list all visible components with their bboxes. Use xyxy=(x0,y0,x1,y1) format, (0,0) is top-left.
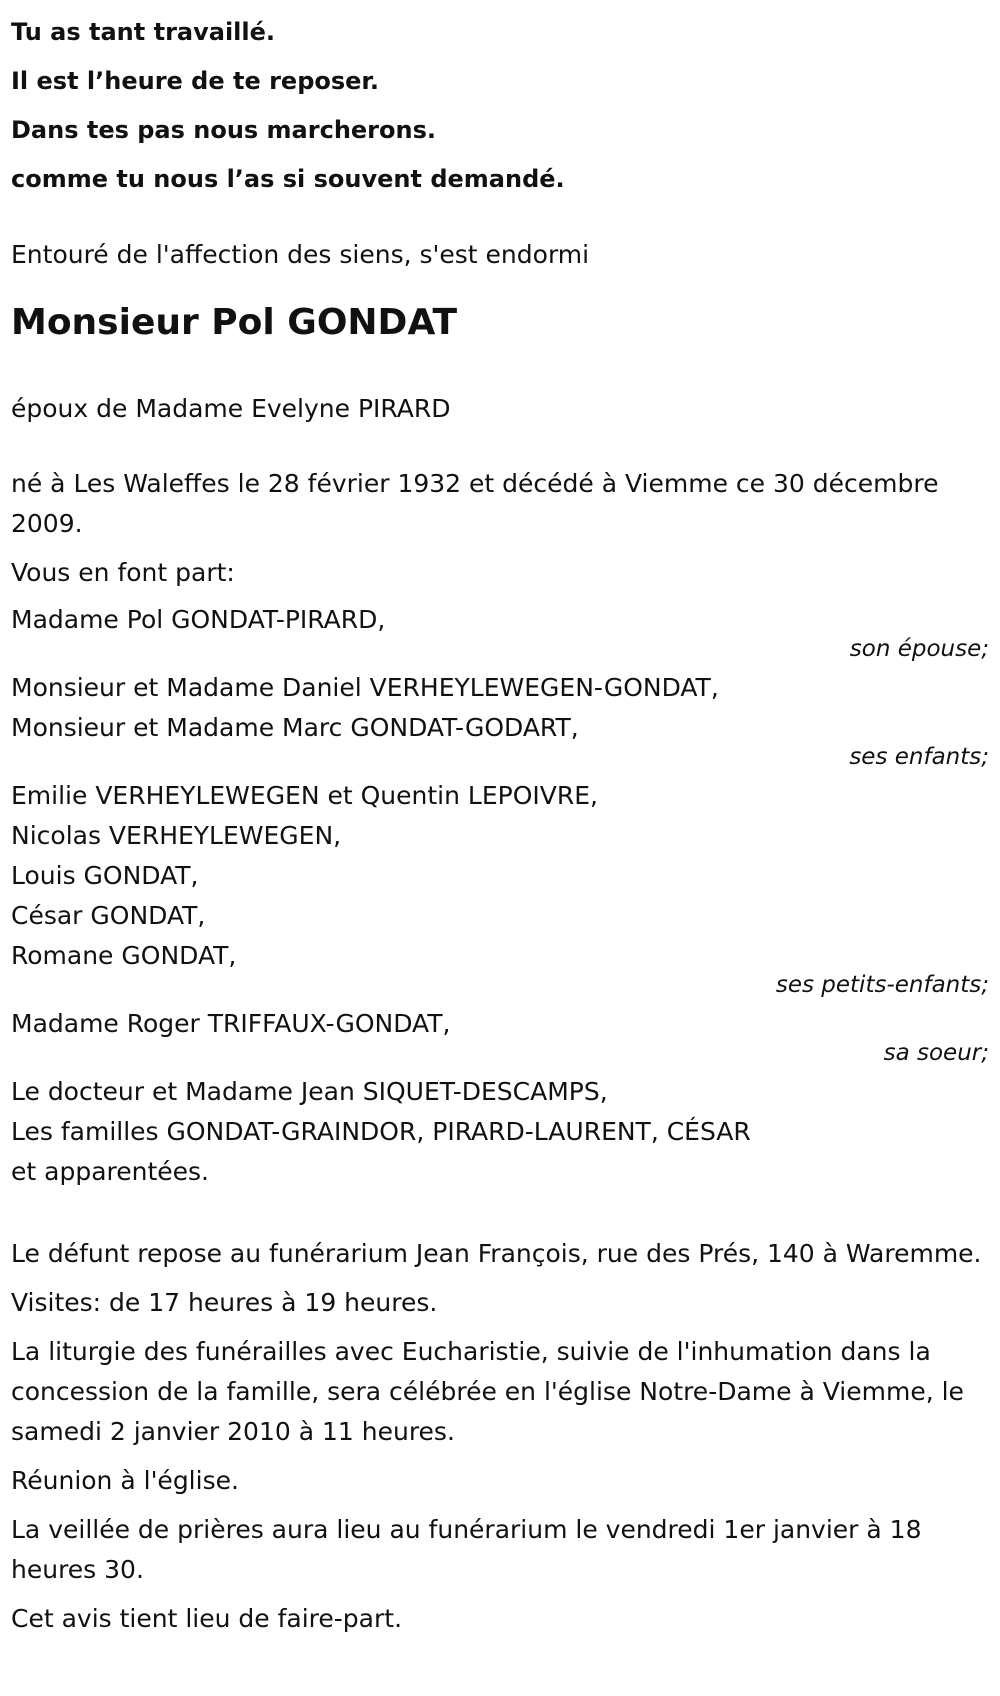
family-group-others xyxy=(11,1072,1000,1192)
poem-line: Il est l’heure de te reposer. xyxy=(11,67,379,95)
family-member: Romane GONDAT, xyxy=(11,941,237,970)
relation-label: ses petits-enfants; xyxy=(775,972,989,998)
spouse-text: époux de Madame Evelyne PIRARD xyxy=(11,394,451,423)
family-member: et apparentées. xyxy=(11,1157,209,1186)
liturgy-info: La liturgie des funérailles avec Eucharistie, suivie de l'inhumation dans la concession de la famille, sera célébrée en l'église Notre-Dame à Viemme, le samedi 2 janvier 2010 à 11 heures. xyxy=(11,1337,964,1446)
family-group-grandchildren xyxy=(11,776,1000,997)
family-member: Les familles GONDAT-GRAINDOR, PIRARD-LAURENT, CÉSAR xyxy=(11,1117,751,1146)
relation-label: son épouse; xyxy=(849,636,989,662)
announce-text: Vous en font part: xyxy=(11,558,235,587)
family-member: Emilie VERHEYLEWEGEN et Quentin LEPOIVRE, xyxy=(11,781,598,810)
visiting-hours: Visites: de 17 heures à 19 heures. xyxy=(11,1288,438,1317)
family-group-sister xyxy=(11,1004,1000,1065)
relation-label: ses enfants; xyxy=(849,744,989,770)
family-group-children xyxy=(11,668,1000,769)
family-member: Louis GONDAT, xyxy=(11,861,199,890)
poem-line: comme tu nous l’as si souvent demandé. xyxy=(11,165,565,193)
poem-line: Tu as tant travaillé. xyxy=(11,18,276,46)
family-member: César GONDAT, xyxy=(11,901,206,930)
funerarium-info: Le défunt repose au funérarium Jean François, rue des Prés, 140 à Waremme. xyxy=(11,1239,982,1268)
intro-text: Entouré de l'affection des siens, s'est endormi xyxy=(11,240,590,269)
vigil-info: La veillée de prières aura lieu au funérarium le vendredi 1er janvier à 18 heures 30. xyxy=(11,1515,922,1584)
family-member: Madame Pol GONDAT-PIRARD, xyxy=(11,605,386,634)
relation-label: sa soeur; xyxy=(883,1040,989,1066)
poem xyxy=(11,0,1000,204)
birth-death-text: né à Les Waleffes le 28 février 1932 et décédé à Viemme ce 30 décembre 2009. xyxy=(11,469,939,538)
deceased-name: Monsieur Pol GONDAT xyxy=(11,302,458,343)
family-member: Monsieur et Madame Marc GONDAT-GODART, xyxy=(11,713,579,742)
family-member: Madame Roger TRIFFAUX-GONDAT, xyxy=(11,1009,451,1038)
family-member: Nicolas VERHEYLEWEGEN, xyxy=(11,821,342,850)
family-member: Monsieur et Madame Daniel VERHEYLEWEGEN-GONDAT, xyxy=(11,673,719,702)
poem-line: Dans tes pas nous marcherons. xyxy=(11,116,436,144)
closing-note: Cet avis tient lieu de faire-part. xyxy=(11,1604,403,1633)
family-group-spouse xyxy=(11,600,1000,661)
meeting-info: Réunion à l'église. xyxy=(11,1466,239,1495)
family-member: Le docteur et Madame Jean SIQUET-DESCAMPS, xyxy=(11,1077,608,1106)
